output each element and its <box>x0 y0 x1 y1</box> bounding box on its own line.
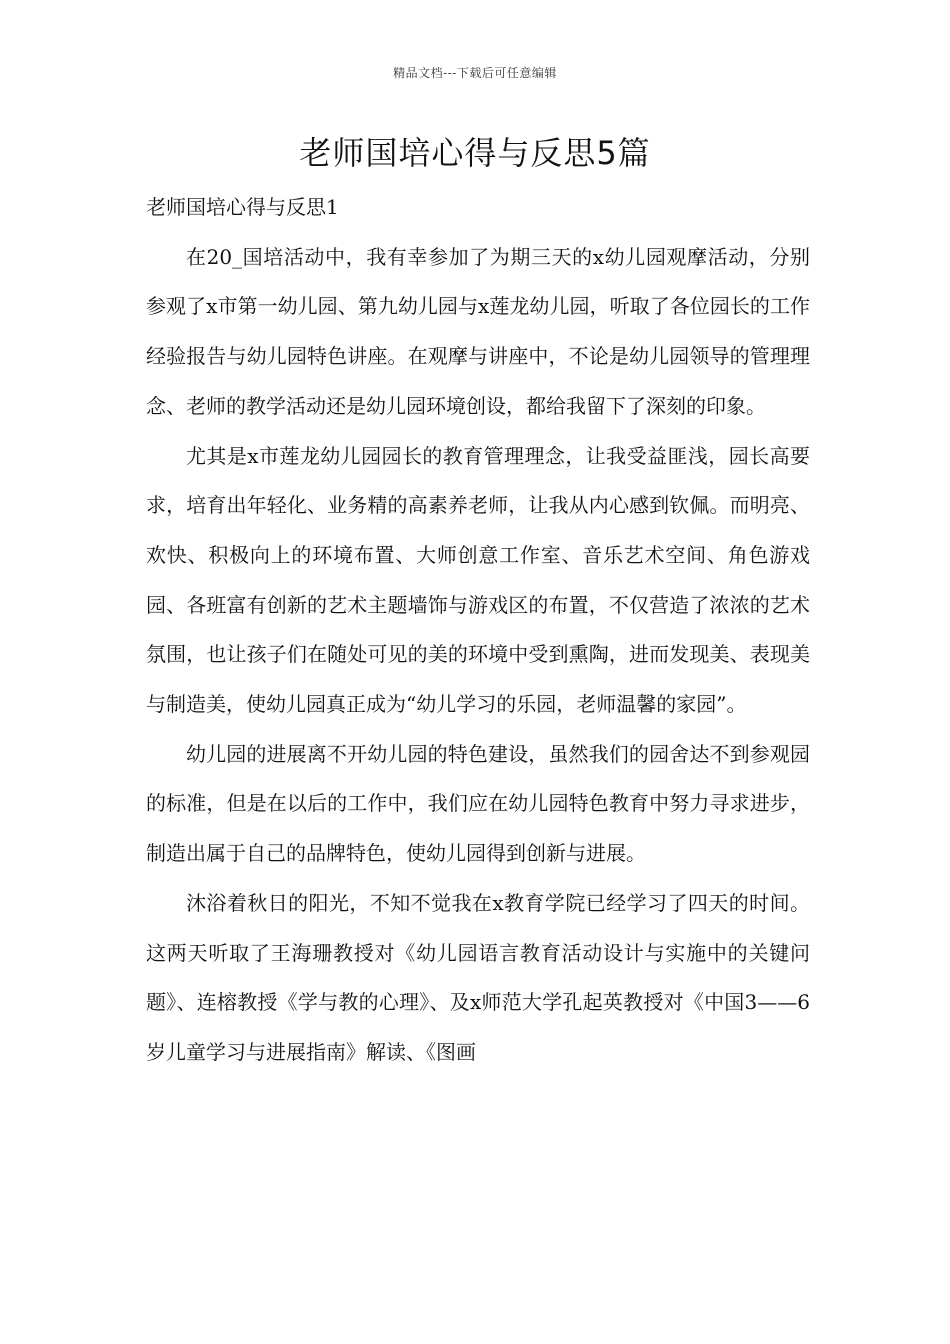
paragraph: 在20_国培活动中，我有幸参加了为期三天的x幼儿园观摩活动，分别参观了x市第一幼儿园、第九幼儿园与x莲龙幼儿园，听取了各位园长的工作经验报告与幼儿园特色讲座。在观摩与讲座中，不论是幼儿园领导的管理理念、老师的教学活动还是幼儿园环境创设，都给我留下了深刻的印象。 <box>146 244 810 418</box>
paragraph: 幼儿园的进展离不开幼儿园的特色建设，虽然我们的园舍达不到参观园的标准，但是在以后的工作中，我们应在幼儿园特色教育中努力寻求进步，制造出属于自己的品牌特色，使幼儿园得到创新与进展。 <box>146 741 810 866</box>
document-title: 老师国培心得与反思5篇 <box>299 134 651 172</box>
document-body <box>146 183 810 1078</box>
paragraph: 尤其是x市莲龙幼儿园园长的教育管理理念，让我受益匪浅，园长高要求，培育出年轻化、业务精的高素养老师，让我从内心感到钦佩。而明亮、欢快、积极向上的环境布置、大师创意工作室、音乐艺术空间、角色游戏园、各班富有创新的艺术主题墙饰与游戏区的布置，不仅营造了浓浓的艺术氛围，也让孩子们在随处可见的美的环境中受到熏陶，进而发现美、表现美与制造美，使幼儿园真正成为“幼儿学习的乐园，老师温馨的家园”。 <box>146 443 810 717</box>
section-heading: 老师国培心得与反思1 <box>146 195 339 219</box>
header-note: 精品文档---下载后可任意编辑 <box>393 66 557 80</box>
paragraph: 沐浴着秋日的阳光，不知不觉我在x教育学院已经学习了四天的时间。这两天听取了王海珊教授对《幼儿园语言教育活动设计与实施中的关键问题》、连榕教授《学与教的心理》、及x师范大学孔起英教授对《中国3——6岁儿童学习与进展指南》解读、《图画 <box>146 890 810 1064</box>
